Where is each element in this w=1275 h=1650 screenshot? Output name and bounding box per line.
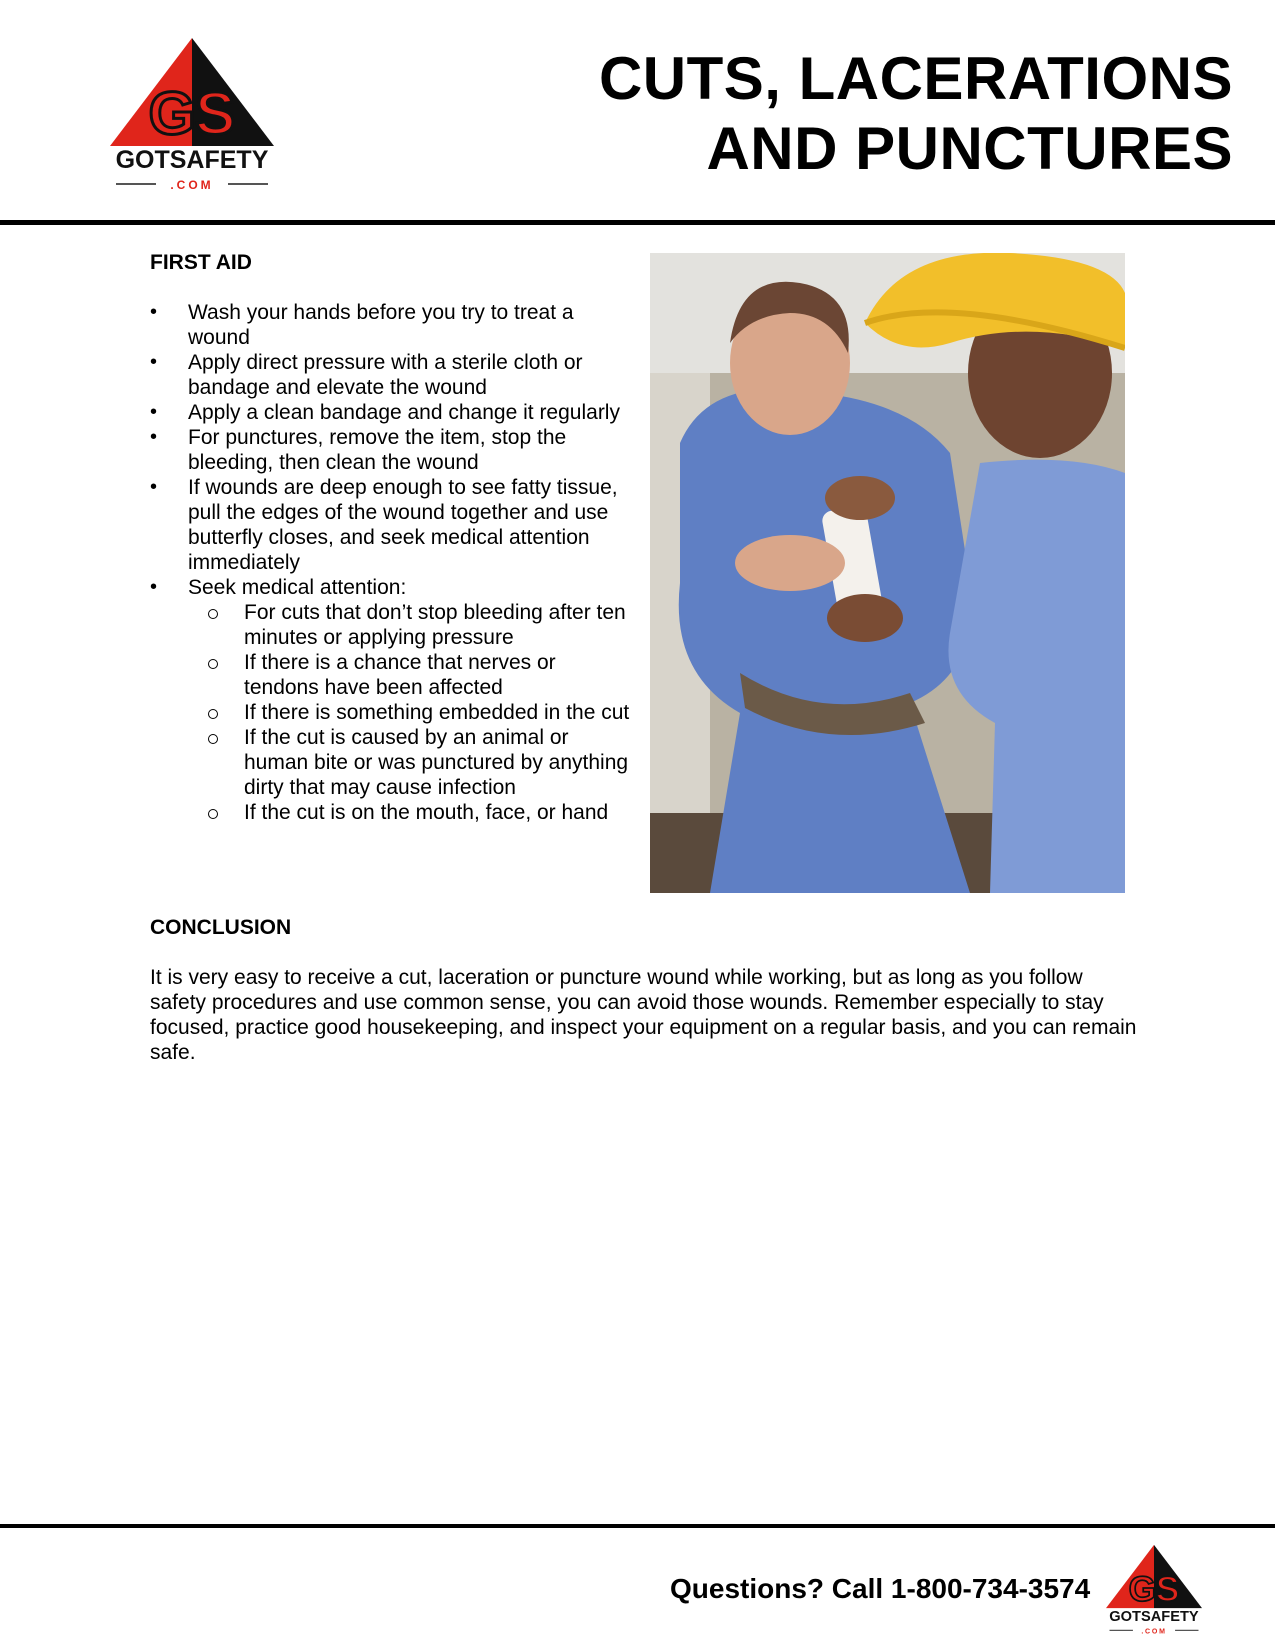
sub-list-item: If the cut is caused by an animal or human bite or was punctured by anything dirty that may cause infection <box>188 725 630 800</box>
logo-domain: .COM <box>170 178 214 192</box>
footer-logo-brand: GOTSAFETY <box>1109 1609 1199 1626</box>
first-aid-photo <box>650 253 1125 893</box>
footer-logo-mark: GS <box>1128 1570 1180 1610</box>
list-item: • Apply a clean bandage and change it regularly <box>150 400 630 425</box>
first-aid-section <box>150 250 630 825</box>
title-line-2: AND PUNCTURES <box>706 115 1233 182</box>
sub-list-item: If the cut is on the mouth, face, or hand <box>188 800 630 825</box>
title-line-1: CUTS, LACERATIONS <box>598 45 1233 112</box>
list-item: • Apply direct pressure with a sterile cloth or bandage and elevate the wound <box>150 350 630 400</box>
header-divider <box>0 220 1275 225</box>
footer-divider <box>0 1524 1275 1528</box>
sub-list-item: For cuts that don’t stop bleeding after ten minutes or applying pressure <box>188 600 630 650</box>
footer-phone-cta: Questions? Call 1-800-734-3574 <box>670 1573 1091 1604</box>
conclusion-section <box>150 915 1140 1065</box>
footer-logo-domain: .COM <box>1141 1628 1167 1636</box>
medical-attention-sublist <box>188 600 630 825</box>
page-title <box>533 44 1233 184</box>
list-item-label: Seek medical attention: <box>188 576 407 599</box>
gotsafety-logo <box>110 38 274 192</box>
sub-list-item: If there is a chance that nerves or tendons have been affected <box>188 650 630 700</box>
list-item: • Wash your hands before you try to treat a wound <box>150 300 630 350</box>
list-item-seek-attention <box>150 575 630 825</box>
sub-list-item: If there is something embedded in the cut <box>188 700 630 725</box>
list-item: • For punctures, remove the item, stop the bleeding, then clean the wound <box>150 425 630 475</box>
logo-mark: GS <box>148 80 236 147</box>
conclusion-body: It is very easy to receive a cut, laceration or puncture wound while working, but as long as you follow safety procedures and use common sense, you can avoid those wounds. Remember especially to stay focused, practice good housekeeping, and inspect your equipment on a regular basis, and you can remain safe. <box>150 966 1137 1064</box>
first-aid-list <box>150 300 630 825</box>
first-aid-heading: FIRST AID <box>150 251 252 274</box>
logo-brand: GOTSAFETY <box>115 146 269 174</box>
gotsafety-footer-logo <box>1106 1544 1202 1636</box>
conclusion-heading: CONCLUSION <box>150 916 292 939</box>
list-item: • If wounds are deep enough to see fatty tissue, pull the edges of the wound together and use butterfly closes, and seek medical attention immediately <box>150 475 630 575</box>
